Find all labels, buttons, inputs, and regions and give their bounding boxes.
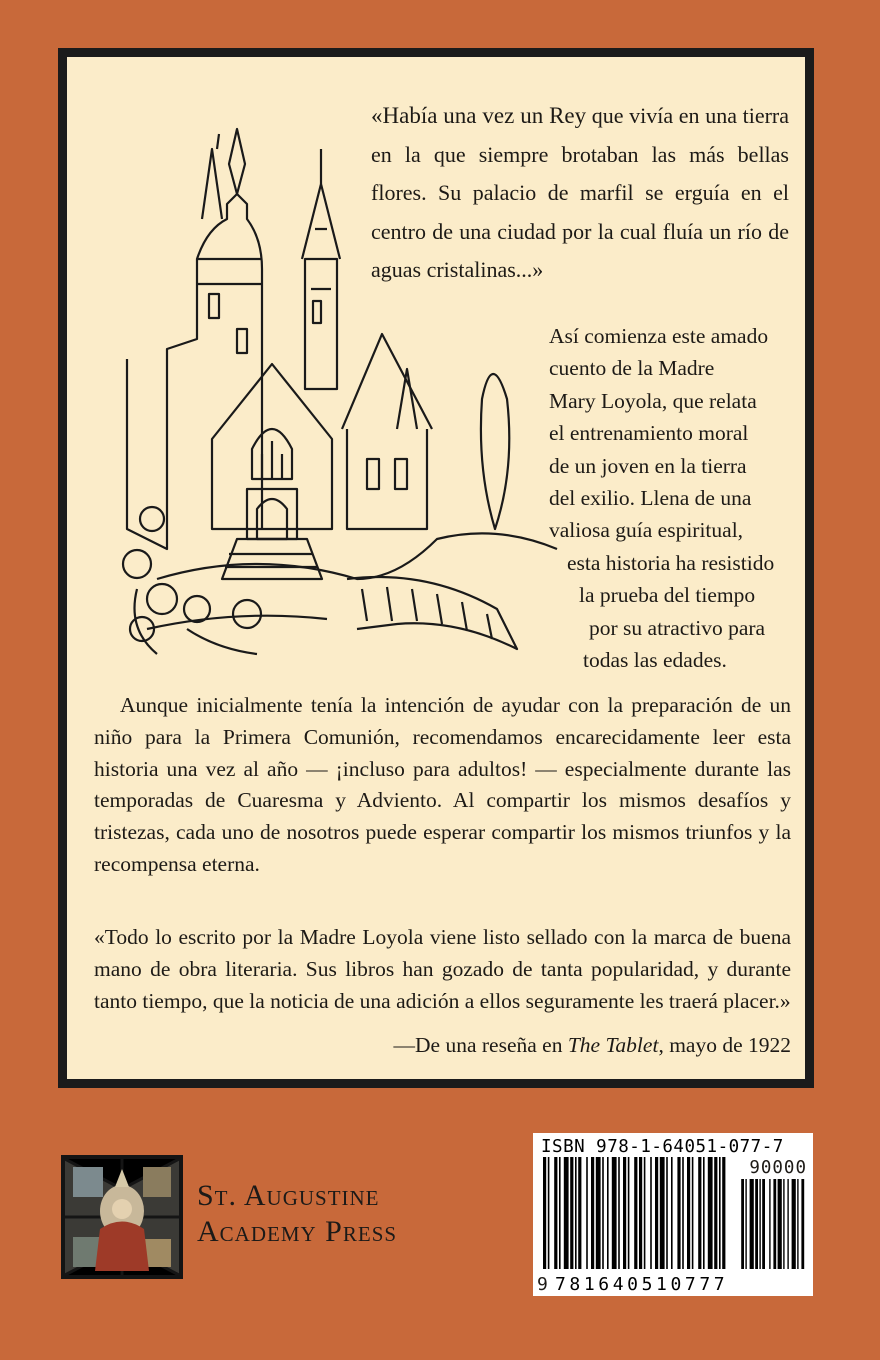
review-quote-lead: «Todo lo escrito	[94, 925, 236, 949]
description-line: la prueba del tiempo	[579, 583, 756, 608]
attribution-publication: The Tablet	[567, 1033, 659, 1057]
stained-glass-emblem	[61, 1155, 183, 1279]
body-paragraph-text: Aunque inicialmente tenía la intención de ayudar con la preparación de un niño para la Primera Comunión, recomendamos encarecidamente leer esta historia una vez al año — ¡incluso para adultos! — especialmente durante las temporadas de Cuaresma y Adviento. Al compartir los mismos desafíos y tristezas, cada uno de nosotros puede esperar compartir los mismos triunfos y la recompensa eterna.	[94, 693, 791, 876]
isbn-label: ISBN 978-1-64051-077-7	[541, 1137, 784, 1157]
opening-quote-rest: que vivía en una tierra en la que siempre brotaban las más bellas flores. Su palacio de marfil se erguía en el centro de una ciudad por la cual fluía un río de aguas cristalinas...»	[371, 103, 789, 283]
description-line: valiosa guía espiritual,	[549, 518, 744, 543]
opening-quote	[371, 97, 789, 290]
publisher-name	[197, 1178, 467, 1250]
description-line: cuento de la Madre	[549, 356, 715, 381]
description-line: todas las edades.	[583, 648, 727, 673]
description-line: por su atractivo para	[589, 615, 766, 640]
review-quote-rest: por la Madre Loyola viene listo sellado con la marca de buena mano de obra literaria. Sus libros han gozado de tanta popularidad, y durante tanto tiempo, que la noticia de una adición a ellos seguramente les traerá placer.»	[94, 925, 791, 1013]
opening-quote-lead: «Había una vez un Rey	[371, 103, 587, 128]
publisher-line-2: Academy Press	[197, 1215, 398, 1248]
review-quote	[94, 922, 791, 1017]
attribution-suffix: , mayo de 1922	[658, 1033, 791, 1057]
publisher-line-1: St. Augustine	[197, 1179, 380, 1212]
description-line: del exilio. Llena de una	[549, 486, 752, 511]
description-paragraph	[549, 320, 789, 676]
description-line: el entrenamiento moral	[549, 421, 749, 446]
description-line: Mary Loyola, que relata	[549, 388, 757, 413]
barcode-digits: 781640510777	[555, 1274, 729, 1295]
review-attribution	[94, 1030, 791, 1062]
back-cover-panel	[58, 48, 814, 1088]
isbn-barcode	[533, 1133, 813, 1296]
description-line: esta historia ha resistido	[567, 550, 775, 575]
description-line: Así comienza este amado	[549, 324, 769, 348]
attribution-prefix: —De una reseña en	[393, 1033, 568, 1057]
barcode-first-digit: 9	[537, 1274, 548, 1295]
description-line: de un joven en la tierra	[549, 453, 747, 478]
price-code: 90000	[749, 1158, 807, 1178]
body-paragraph	[94, 690, 791, 881]
